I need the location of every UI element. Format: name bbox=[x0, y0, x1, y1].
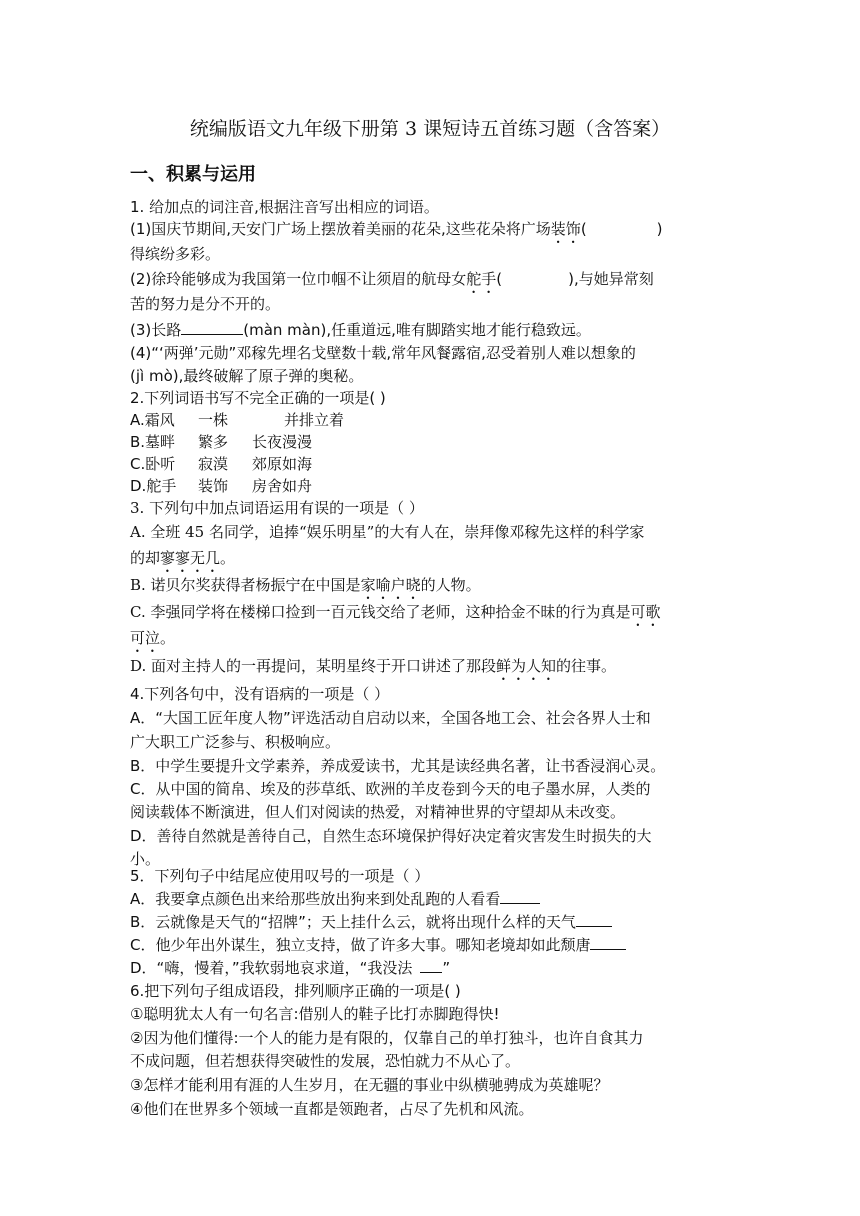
q4-option-c-line1[interactable]: C．从中国的简帛、埃及的莎草纸、欧洲的羊皮卷到今天的电子墨水屏，人类的 bbox=[130, 780, 651, 798]
dotted-word: 可歌 bbox=[630, 603, 661, 621]
q2-option-b[interactable]: B.墓畔 繁多 长夜漫漫 bbox=[130, 433, 313, 451]
q6-sentence-2-line2: 不成问题，但若想获得突破性的发展，恐怕就力不从心了。 bbox=[130, 1052, 521, 1070]
q4-option-a-line1[interactable]: A．“大国工匠年度人物”评选活动自启动以来，全国各地工会、社会各界人士和 bbox=[130, 709, 651, 727]
q4-option-d-line1[interactable]: D．善待自然就是善待自己，自然生态环境保护得好决定着灾害发生时损失的大 bbox=[130, 827, 652, 845]
q1-stem: 1. 给加点的词注音,根据注音写出相应的词语。 bbox=[130, 198, 439, 216]
answer-blank[interactable] bbox=[181, 320, 243, 335]
dotted-word: 舵手 bbox=[466, 270, 497, 288]
q1-item1-line2: 得缤纷多彩。 bbox=[130, 245, 221, 263]
q4-stem: 4.下列各句中，没有语病的一项是（ ） bbox=[130, 685, 390, 703]
q2-option-c[interactable]: C.卧听 寂漠 郊原如海 bbox=[130, 455, 313, 473]
q3-option-a-line1[interactable]: A. 全班 45 名同学，追捧“娱乐明星”的大有人在，崇拜像邓稼先这样的科学家 bbox=[130, 523, 645, 541]
q3-stem: 3. 下列句中加点词语运用有误的一项是（ ） bbox=[130, 499, 424, 517]
dotted-word: 鲜为人知 bbox=[496, 657, 557, 675]
q4-option-a-line2[interactable]: 广大职工广泛参与、积极响应。 bbox=[130, 733, 341, 751]
q5-option-c[interactable]: C．他少年出外谋生，独立支持，做了许多大事。哪知老境却如此颓唐 bbox=[130, 935, 626, 955]
q1-item3: (3)长路 (màn màn),任重道远,唯有脚踏实地才能行稳致远。 bbox=[130, 321, 591, 339]
q1-item4-line2: (jì mò),最终破解了原子弹的奥秘。 bbox=[130, 367, 364, 385]
q4-option-b[interactable]: B．中学生要提升文学素养，养成爱读书，尤其是读经典名著，让书香浸润心灵。 bbox=[130, 757, 666, 775]
q6-sentence-1: ①聪明犹太人有一句名言:借别人的鞋子比打赤脚跑得快! bbox=[130, 1005, 500, 1023]
q3-option-d[interactable]: D. 面对主持人的一再提问，某明星终于开口讲述了那段鲜为人知的往事。 bbox=[130, 657, 617, 675]
q6-stem: 6.把下列句子组成语段，排列顺序正确的一项是( ) bbox=[130, 982, 461, 1000]
q3-option-b[interactable]: B. 诺贝尔奖获得者杨振宁在中国是家喻户晓的人物。 bbox=[130, 576, 481, 594]
q2-option-a[interactable]: A.霜风 一株 并排立着 bbox=[130, 411, 345, 429]
q2-stem: 2.下列词语书写不完全正确的一项是( ) bbox=[130, 389, 386, 407]
q2-option-d[interactable]: D.舵手 装饰 房舍如舟 bbox=[130, 477, 313, 495]
q3-option-c-line1[interactable]: C. 李强同学将在楼梯口捡到一百元钱交给了老师，这种拾金不昧的行为真是可歌 bbox=[130, 603, 661, 621]
dotted-word: 装饰 bbox=[550, 220, 581, 238]
dotted-word: 可泣 bbox=[130, 629, 161, 647]
dotted-word: 寥寥无几 bbox=[160, 549, 221, 567]
q3-option-c-line2[interactable]: 可泣。 bbox=[130, 629, 176, 647]
q6-sentence-4: ④他们在世界多个领域一直都是领跑者，占尽了先机和风流。 bbox=[130, 1100, 534, 1118]
q4-option-d-line2[interactable]: 小。 bbox=[130, 850, 161, 868]
answer-blank[interactable] bbox=[590, 935, 626, 950]
answer-blank[interactable] bbox=[500, 889, 540, 904]
q5-option-b[interactable]: B．云就像是天气的“招牌”；天上挂什么云，就将出现什么样的天气 bbox=[130, 912, 612, 932]
answer-blank[interactable] bbox=[576, 912, 612, 927]
q5-stem: 5．下列句子中结尾应使用叹号的一项是（ ） bbox=[130, 867, 430, 885]
q5-option-d[interactable]: D．“嗨，慢着，”我软弱地哀求道，“我没法 ” bbox=[130, 959, 451, 977]
q3-option-a-line2[interactable]: 的却寥寥无几。 bbox=[130, 549, 236, 567]
answer-blank[interactable] bbox=[420, 958, 442, 973]
section-heading: 一、积累与运用 bbox=[130, 164, 256, 185]
q4-option-c-line2[interactable]: 阅读载体不断演进，但人们对阅读的热爱，对精神世界的守望却从未改变。 bbox=[130, 803, 626, 821]
q1-item4-line1: (4)“‘两弹’元勋”邓稼先埋名戈壁数十载,常年风餐露宿,忍受着别人难以想象的 bbox=[130, 344, 636, 362]
q1-item2-line1: (2)徐玲能够成为我国第一位巾帼不让须眉的航母女舵手( ),与她异常刻 bbox=[130, 270, 654, 288]
q5-option-a[interactable]: A．我要拿点颜色出来给那些放出狗来到处乱跑的人看看 bbox=[130, 889, 540, 909]
q6-sentence-2-line1: ②因为他们懂得:一个人的能力是有限的，仅靠自己的单打独斗，也许自食其力 bbox=[130, 1029, 644, 1047]
document-title: 统编版语文九年级下册第 3 课短诗五首练习题（含答案） bbox=[189, 118, 671, 140]
q1-item1-line1: (1)国庆节期间,天安门广场上摆放着美丽的花朵,这些花朵将广场装饰( ) bbox=[130, 220, 663, 238]
dotted-word: 家喻户晓 bbox=[360, 576, 421, 594]
q1-item2-line2: 苦的努力是分不开的。 bbox=[130, 295, 281, 313]
q6-sentence-3: ③怎样才能利用有涯的人生岁月，在无疆的事业中纵横驰骋成为英雄呢？ bbox=[130, 1076, 609, 1094]
